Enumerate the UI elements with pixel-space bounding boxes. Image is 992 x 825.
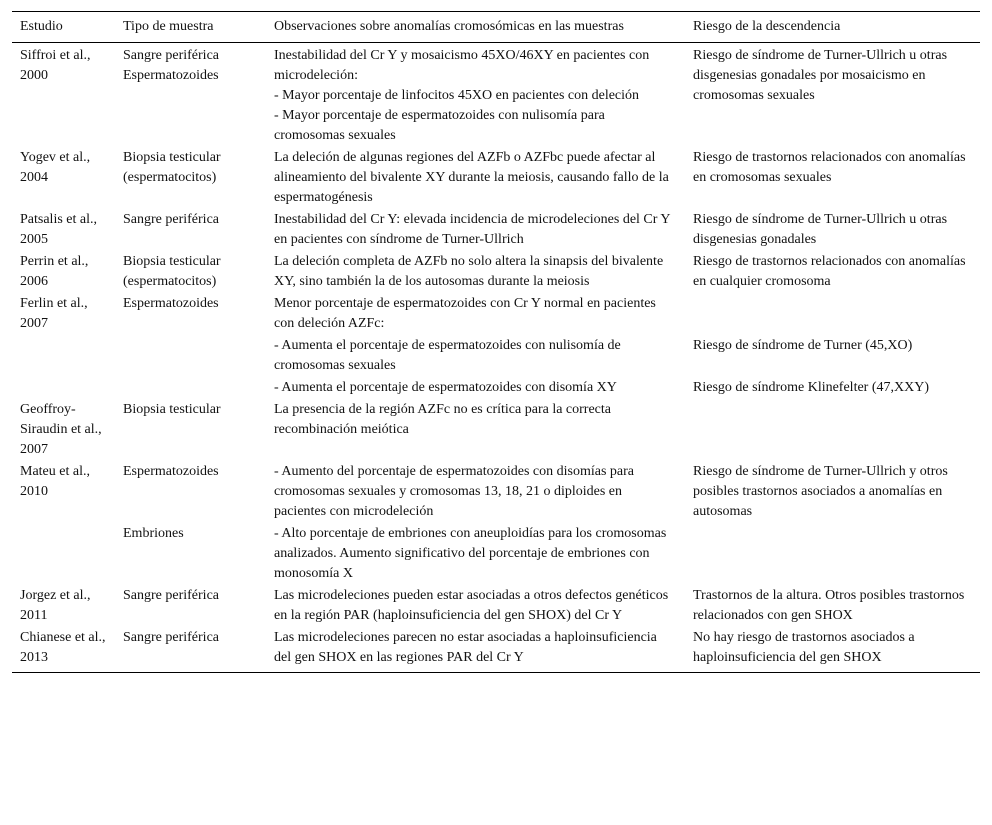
cell-tipo: Sangre periférica <box>123 588 219 603</box>
cell-estudio <box>12 522 115 584</box>
cell-estudio: Mateu et al., 2010 <box>20 464 90 499</box>
table-row <box>12 43 980 147</box>
cell-estudio: Jorgez et al., 2011 <box>20 588 91 623</box>
header-tipo-muestra: Tipo de muestra <box>123 19 214 34</box>
cell-tipo: Embriones <box>123 526 184 541</box>
cell-estudio <box>12 334 115 376</box>
cell-estudio: Patsalis et al., 2005 <box>20 212 97 247</box>
cell-observaciones: Menor porcentaje de espermatozoides con Cr Y normal en pacientes con deleción AZFc: <box>274 296 656 331</box>
header-observaciones: Observaciones sobre anomalías cromosómicas en las muestras <box>274 19 624 34</box>
cell-riesgo: Trastornos de la altura. Otros posibles trastornos relacionados con gen SHOX <box>693 588 965 623</box>
cell-estudio: Perrin et al., 2006 <box>20 254 89 289</box>
cell-tipo: Espermatozoides <box>123 464 219 479</box>
cell-riesgo: Riesgo de trastornos relacionados con anomalías en cualquier cromosoma <box>693 254 966 289</box>
table-row <box>12 292 980 334</box>
tipo-line: Sangre periférica <box>123 48 219 63</box>
table-row <box>12 522 980 584</box>
obs-line: Inestabilidad del Cr Y y mosaicismo 45XO/46XY en pacientes con microdeleción: <box>274 48 650 83</box>
cell-riesgo <box>685 522 980 584</box>
table-row <box>12 146 980 208</box>
cell-tipo: Sangre periférica <box>123 212 219 227</box>
cell-tipo <box>115 43 266 147</box>
tipo-line: Espermatozoides <box>123 68 219 83</box>
cell-observaciones: La presencia de la región AZFc no es crítica para la correcta recombinación meiótica <box>274 402 611 437</box>
cell-observaciones: - Aumenta el porcentaje de espermatozoides con nulisomía de cromosomas sexuales <box>274 338 621 373</box>
cell-riesgo: No hay riesgo de trastornos asociados a haploinsuficiencia del gen SHOX <box>693 630 915 665</box>
cell-observaciones: Inestabilidad del Cr Y: elevada incidencia de microdeleciones del Cr Y en pacientes con síndrome de Turner-Ullrich <box>274 212 671 247</box>
cell-riesgo: Riesgo de trastornos relacionados con anomalías en cromosomas sexuales <box>693 150 966 185</box>
cell-observaciones: - Alto porcentaje de embriones con aneuploidías para los cromosomas analizados. Aumento significativo del porcentaje de embriones con monosomía X <box>274 526 667 581</box>
table-row <box>12 398 980 460</box>
cell-riesgo: Riesgo de síndrome de Turner (45,XO) <box>693 338 913 353</box>
cell-observaciones: - Aumento del porcentaje de espermatozoides con disomías para cromosomas sexuales y cromosomas 13, 18, 21 o diploides en pacientes con microdeleción <box>274 464 634 519</box>
table-header <box>12 12 980 43</box>
cell-estudio: Geoffroy-Siraudin et al., 2007 <box>20 402 102 457</box>
cell-riesgo: Riesgo de síndrome de Turner-Ullrich u otras disgenesias gonadales por mosaicismo en cromosomas sexuales <box>693 48 948 103</box>
cell-observaciones <box>266 43 685 147</box>
cell-estudio <box>12 376 115 398</box>
cell-observaciones: Las microdeleciones pueden estar asociadas a otros defectos genéticos en la región PAR (haploinsuficiencia del gen SHOX) del Cr Y <box>274 588 669 623</box>
cell-tipo: Biopsia testicular (espermatocitos) <box>123 150 221 185</box>
cell-riesgo: Riesgo de síndrome Klinefelter (47,XXY) <box>693 380 929 395</box>
cell-tipo <box>115 334 266 376</box>
cell-observaciones: Las microdeleciones parecen no estar asociadas a haploinsuficiencia del gen SHOX en las regiones PAR del Cr Y <box>274 630 657 665</box>
obs-line: - Mayor porcentaje de espermatozoides con nulisomía para cromosomas sexuales <box>274 108 605 143</box>
cell-riesgo: Riesgo de síndrome de Turner-Ullrich y otros posibles trastornos asociados a anomalías en autosomas <box>693 464 948 519</box>
header-estudio: Estudio <box>20 19 63 34</box>
cell-tipo: Sangre periférica <box>123 630 219 645</box>
cell-estudio: Yogev et al., 2004 <box>20 150 91 185</box>
table-row <box>12 460 980 522</box>
data-table <box>12 11 980 673</box>
table-row <box>12 208 980 250</box>
header-riesgo: Riesgo de la descendencia <box>693 19 841 34</box>
cell-tipo: Biopsia testicular (espermatocitos) <box>123 254 221 289</box>
table-row <box>12 626 980 673</box>
cell-tipo <box>115 376 266 398</box>
cell-tipo: Espermatozoides <box>123 296 219 311</box>
table-row <box>12 334 980 376</box>
cell-estudio: Siffroi et al., 2000 <box>20 48 91 83</box>
cell-riesgo <box>685 292 980 334</box>
obs-line: - Mayor porcentaje de linfocitos 45XO en pacientes con deleción <box>274 88 640 103</box>
cell-observaciones: La deleción de algunas regiones del AZFb o AZFbc puede afectar al alineamiento del bivalente XY durante la meiosis, causando fallo de la espermatogénesis <box>274 150 669 205</box>
cell-tipo: Biopsia testicular <box>123 402 221 417</box>
table-body <box>12 43 980 673</box>
cell-riesgo: Riesgo de síndrome de Turner-Ullrich u otras disgenesias gonadales <box>693 212 948 247</box>
cell-estudio: Chianese et al., 2013 <box>20 630 106 665</box>
table-row <box>12 250 980 292</box>
table-row <box>12 584 980 626</box>
table-row <box>12 376 980 398</box>
cell-riesgo <box>685 398 980 460</box>
cell-observaciones: La deleción completa de AZFb no solo altera la sinapsis del bivalente XY, sino también la de los autosomas durante la meiosis <box>274 254 664 289</box>
cell-estudio: Ferlin et al., 2007 <box>20 296 88 331</box>
cell-observaciones: - Aumenta el porcentaje de espermatozoides con disomía XY <box>274 380 617 395</box>
